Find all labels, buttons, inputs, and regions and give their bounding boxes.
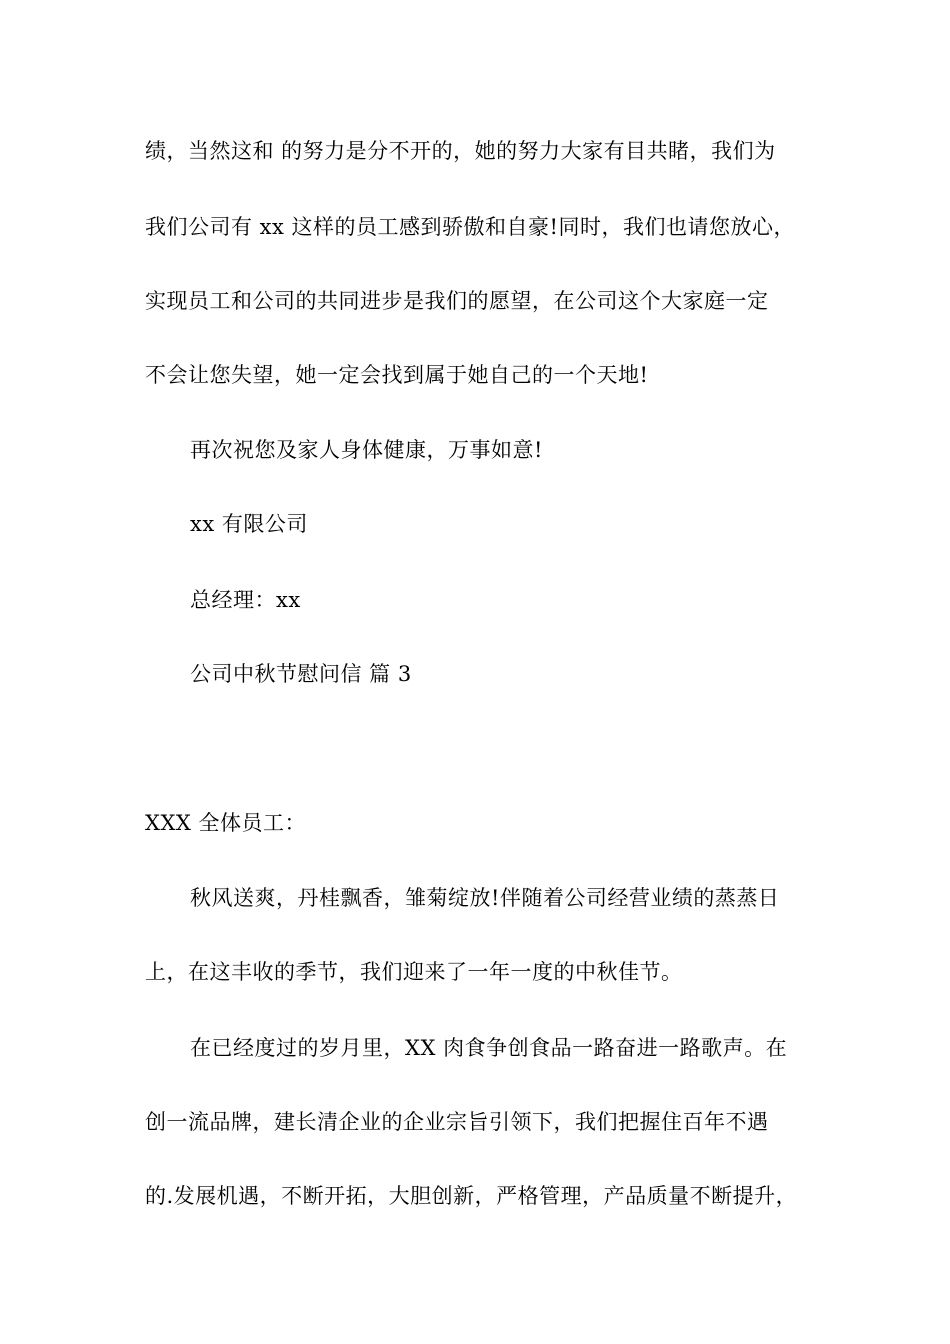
body-text-line: 我们公司有 xx 这样的员工感到骄傲和自豪!同时，我们也请您放心，	[145, 215, 795, 239]
section-heading: 公司中秋节慰问信 篇 3	[190, 662, 412, 686]
salutation: XXX 全体员工：	[145, 811, 307, 835]
body-text-line: 实现员工和公司的共同进步是我们的愿望，在公司这个大家庭一定	[145, 289, 769, 313]
closing-wishes: 再次祝您及家人身体健康，万事如意!	[190, 438, 543, 462]
body-text-line: 绩，当然这和 的努力是分不开的，她的努力大家有目共睹，我们为	[145, 139, 776, 163]
body-text-line: 上，在这丰收的季节，我们迎来了一年一度的中秋佳节。	[145, 960, 683, 984]
body-text-line: 秋风送爽，丹桂飘香，雏菊绽放!伴随着公司经营业绩的蒸蒸日	[190, 886, 780, 910]
body-text-line: 不会让您失望，她一定会找到属于她自己的一个天地!	[145, 363, 649, 387]
signature-manager: 总经理：xx	[190, 588, 301, 612]
body-text-line: 创一流品牌，建长清企业的企业宗旨引领下，我们把握住百年不遇	[145, 1110, 769, 1134]
body-text-line: 的.发展机遇，不断开拓，大胆创新，严格管理，产品质量不断提升，	[145, 1184, 798, 1208]
body-text-line: 在已经度过的岁月里，XX 肉食争创食品一路奋进一路歌声。在	[190, 1036, 788, 1060]
signature-company: xx 有限公司	[190, 512, 308, 536]
